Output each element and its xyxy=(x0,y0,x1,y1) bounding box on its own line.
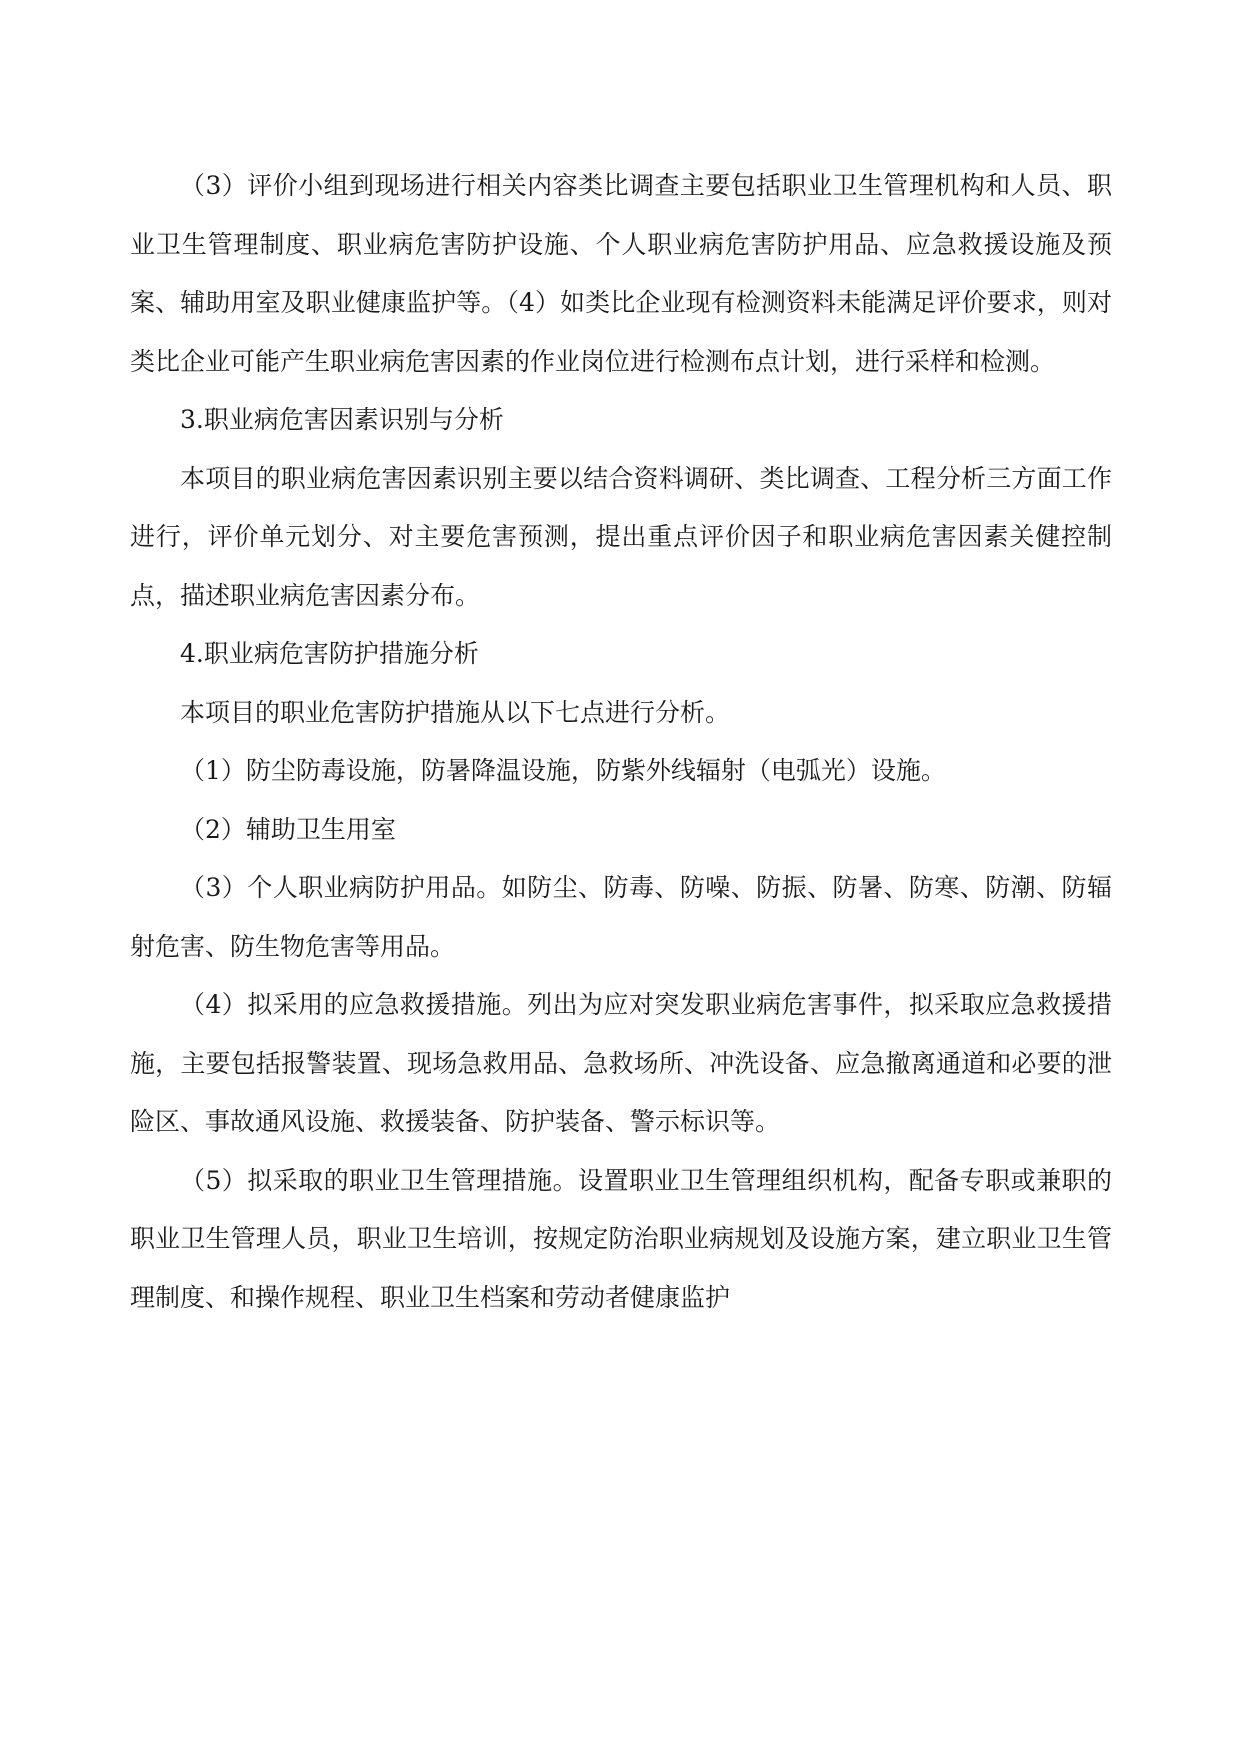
section-heading-hazard-identification: 3.职业病危害因素识别与分析 xyxy=(180,405,504,434)
paragraph-analogy-survey: （3）评价小组到现场进行相关内容类比调查主要包括职业卫生管理机构和人员、职业卫生管理制度、职业病危害防护设施、个人职业病危害防护用品、应急救援设施及预案、辅助用室及职业健康监护等。（4）如类比企业现有检测资料未能满足评价要求，则对类比企业可能产生职业病危害因素的作业岗位进行检测布点计划，进行采样和检测。 xyxy=(130,171,1112,376)
list-item-3: （3）个人职业病防护用品。如防尘、防毒、防噪、防振、防暑、防寒、防潮、防辐射危害、防生物危害等用品。 xyxy=(130,873,1112,961)
list-item-5: （5）拟采取的职业卫生管理措施。设置职业卫生管理组织机构，配备专职或兼职的职业卫生管理人员，职业卫生培训，按规定防治职业病规划及设施方案，建立职业卫生管理制度、和操作规程、职业卫生档案和劳动者健康监护 xyxy=(130,1165,1112,1312)
document-body xyxy=(130,157,1112,1327)
paragraph-hazard-identification: 本项目的职业病危害因素识别主要以结合资料调研、类比调查、工程分析三方面工作进行，评价单元划分、对主要危害预测，提出重点评价因子和职业病危害因素关健控制点，描述职业病危害因素分布。 xyxy=(130,463,1112,610)
section-heading-protective-measures: 4.职业病危害防护措施分析 xyxy=(180,639,479,668)
list-item-1: （1）防尘防毒设施，防暑降温设施，防紫外线辐射（电弧光）设施。 xyxy=(180,756,946,785)
paragraph-protective-measures-intro: 本项目的职业危害防护措施从以下七点进行分析。 xyxy=(180,697,731,727)
list-item-2: （2）辅助卫生用室 xyxy=(180,814,396,844)
list-item-4: （4）拟采用的应急救援措施。列出为应对突发职业病危害事件，拟采取应急救援措施，主要包括报警装置、现场急救用品、急救场所、冲洗设备、应急撤离通道和必要的泄险区、事故通风设施、救援装备、防护装备、警示标识等。 xyxy=(130,990,1112,1136)
